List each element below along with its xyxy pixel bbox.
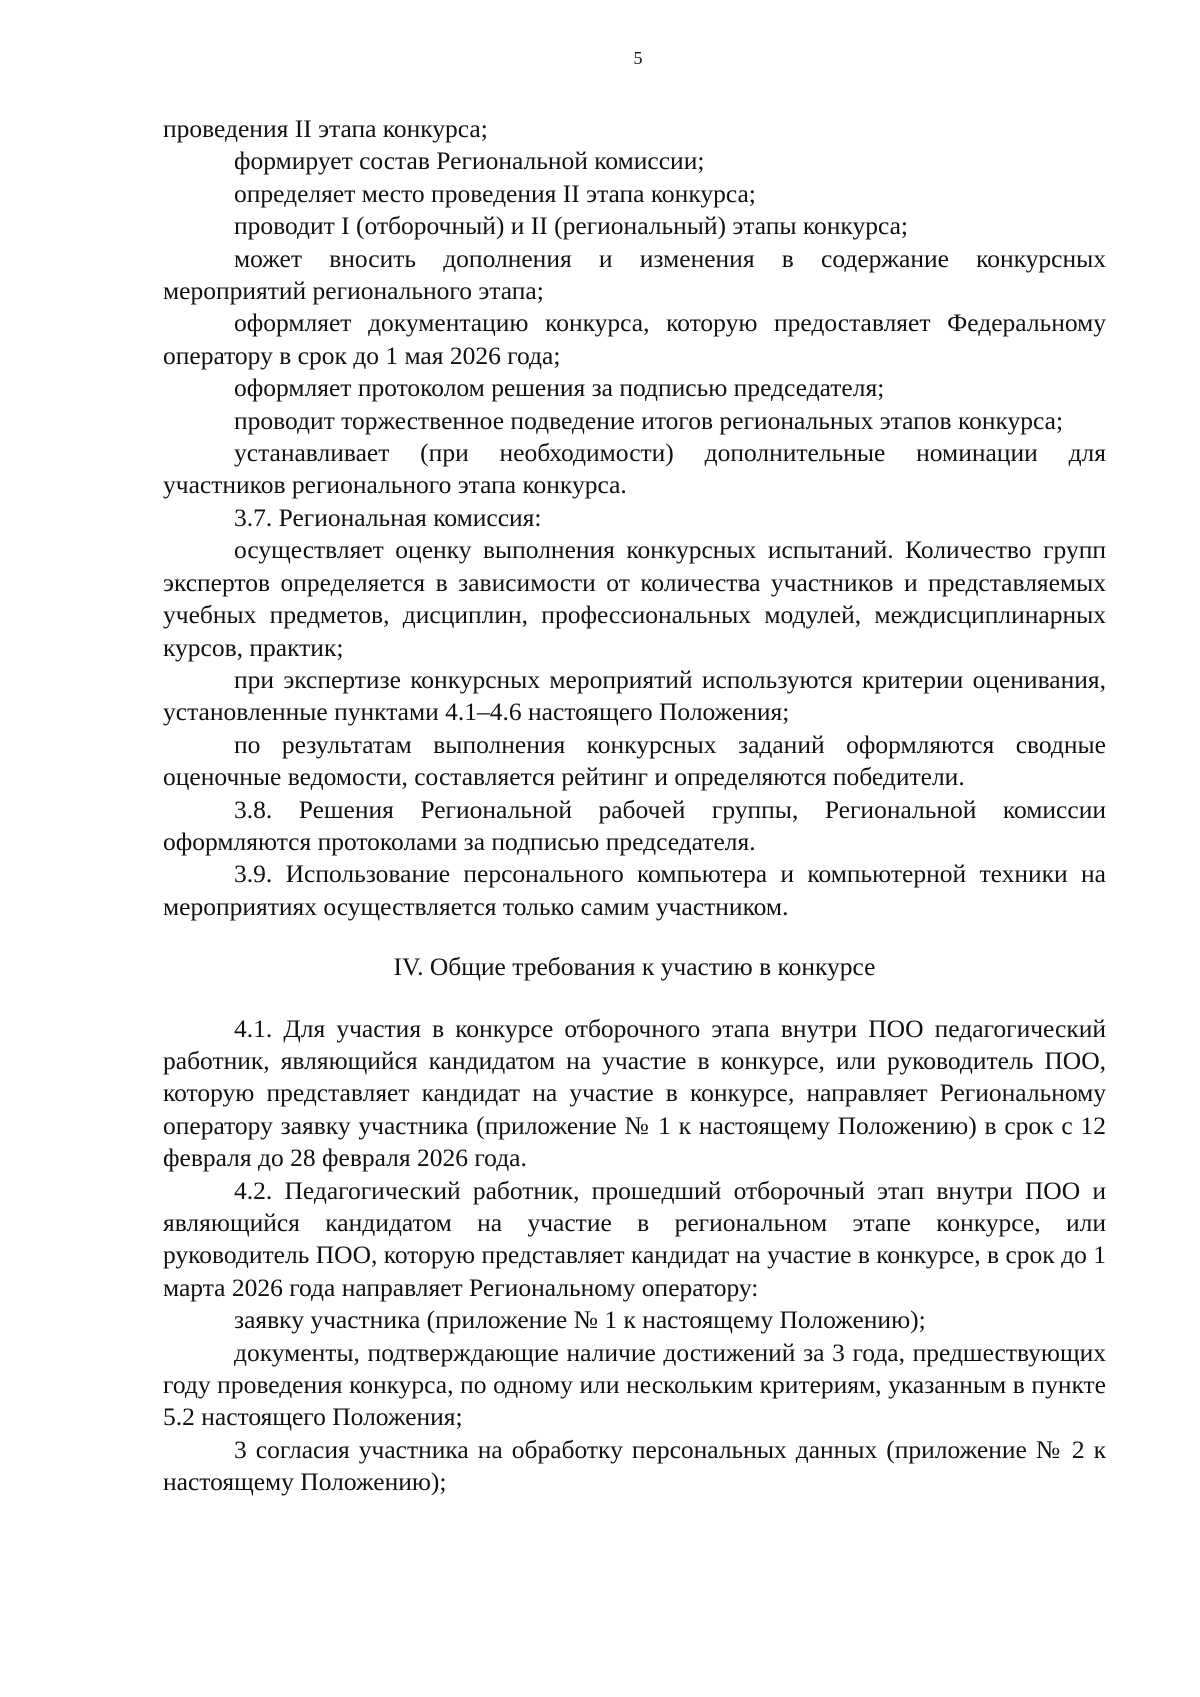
page-number: 5: [633, 48, 643, 68]
list-item-criteria: при экспертизе конкурсных мероприятий используются критерии оценивания, установленные пунктами 4.1–4.6 настоящего Положения;: [163, 664, 1106, 727]
list-item-nominations: устанавливает (при необходимости) дополнительные номинации для участников регионального этапа конкурса.: [163, 438, 1106, 500]
list-item-results: по результатам выполнения конкурсных заданий оформляются сводные оценочные ведомости, составляется рейтинг и определяются победители.: [163, 729, 1106, 792]
list-item-achievements: документы, подтверждающие наличие достижений за 3 года, предшествующих году проведения конкурса, по одному или нескольким критериям, указанным в пункте 5.2 настоящего Положения;: [163, 1337, 1106, 1432]
clause-4-2: 4.2. Педагогический работник, прошедший отборочный этап внутри ПОО и являющийся кандидатом на участие в региональном этапе конкурсе, или руководитель ПОО, которую представляет кандидат на участие в конкурсе, в срок до 1 марта 2026 года направляет Региональному оператору:: [163, 1175, 1106, 1302]
clause-3-8: 3.8. Решения Региональной рабочей группы, Региональной комиссии оформляются протоколами за подписью председателя.: [163, 794, 1106, 856]
list-item-documentation: оформляет документацию конкурса, которую предоставляет Федеральному оператору в срок до 1 мая 2026 года;: [163, 308, 1106, 370]
clause-3-9: 3.9. Использование персонального компьютера и компьютерной техники на мероприятиях осуществляется только самим участником.: [163, 859, 1106, 921]
list-item-venue: определяет место проведения II этапа конкурса;: [234, 178, 756, 208]
list-item-commission-composition: формирует состав Региональной комиссии;: [234, 146, 705, 176]
list-item-summary: проводит торжественное подведение итогов региональных этапов конкурса;: [234, 405, 1064, 435]
list-item-application: заявку участника (приложение № 1 к настоящему Положению);: [234, 1305, 926, 1335]
list-item-stages: проводит I (отборочный) и II (региональный) этапы конкурса;: [234, 211, 908, 241]
clause-4-1: 4.1. Для участия в конкурсе отборочного этапа внутри ПОО педагогический работник, являющийся кандидатом на участие в конкурсе, или руководитель ПОО, которую представляет кандидат на участие в конкурсе, направляет Региональному оператору заявку участника (приложение № 1 к настоящему Положению) в срок с 12 февраля до 28 февраля 2026 года.: [163, 1013, 1106, 1173]
document-body: [163, 113, 1106, 1499]
list-item-changes: может вносить дополнения и изменения в содержание конкурсных мероприятий регионального этапа;: [163, 243, 1106, 306]
clause-3-7: 3.7. Региональная комиссия:: [234, 502, 542, 532]
list-item-protocol: оформляет протоколом решения за подписью председателя;: [234, 373, 885, 403]
list-item-evaluation: осуществляет оценку выполнения конкурсных испытаний. Количество групп экспертов определяется в зависимости от количества участников и представляемых учебных предметов, дисциплин, профессиональных модулей, междисциплинарных курсов, практик;: [163, 535, 1106, 662]
section-heading: IV. Общие требования к участию в конкурсе: [393, 952, 876, 982]
list-item-consent: 3 согласия участника на обработку персональных данных (приложение № 2 к настоящему Положению);: [163, 1434, 1106, 1497]
paragraph-continuation: проведения II этапа конкурса;: [163, 114, 488, 143]
